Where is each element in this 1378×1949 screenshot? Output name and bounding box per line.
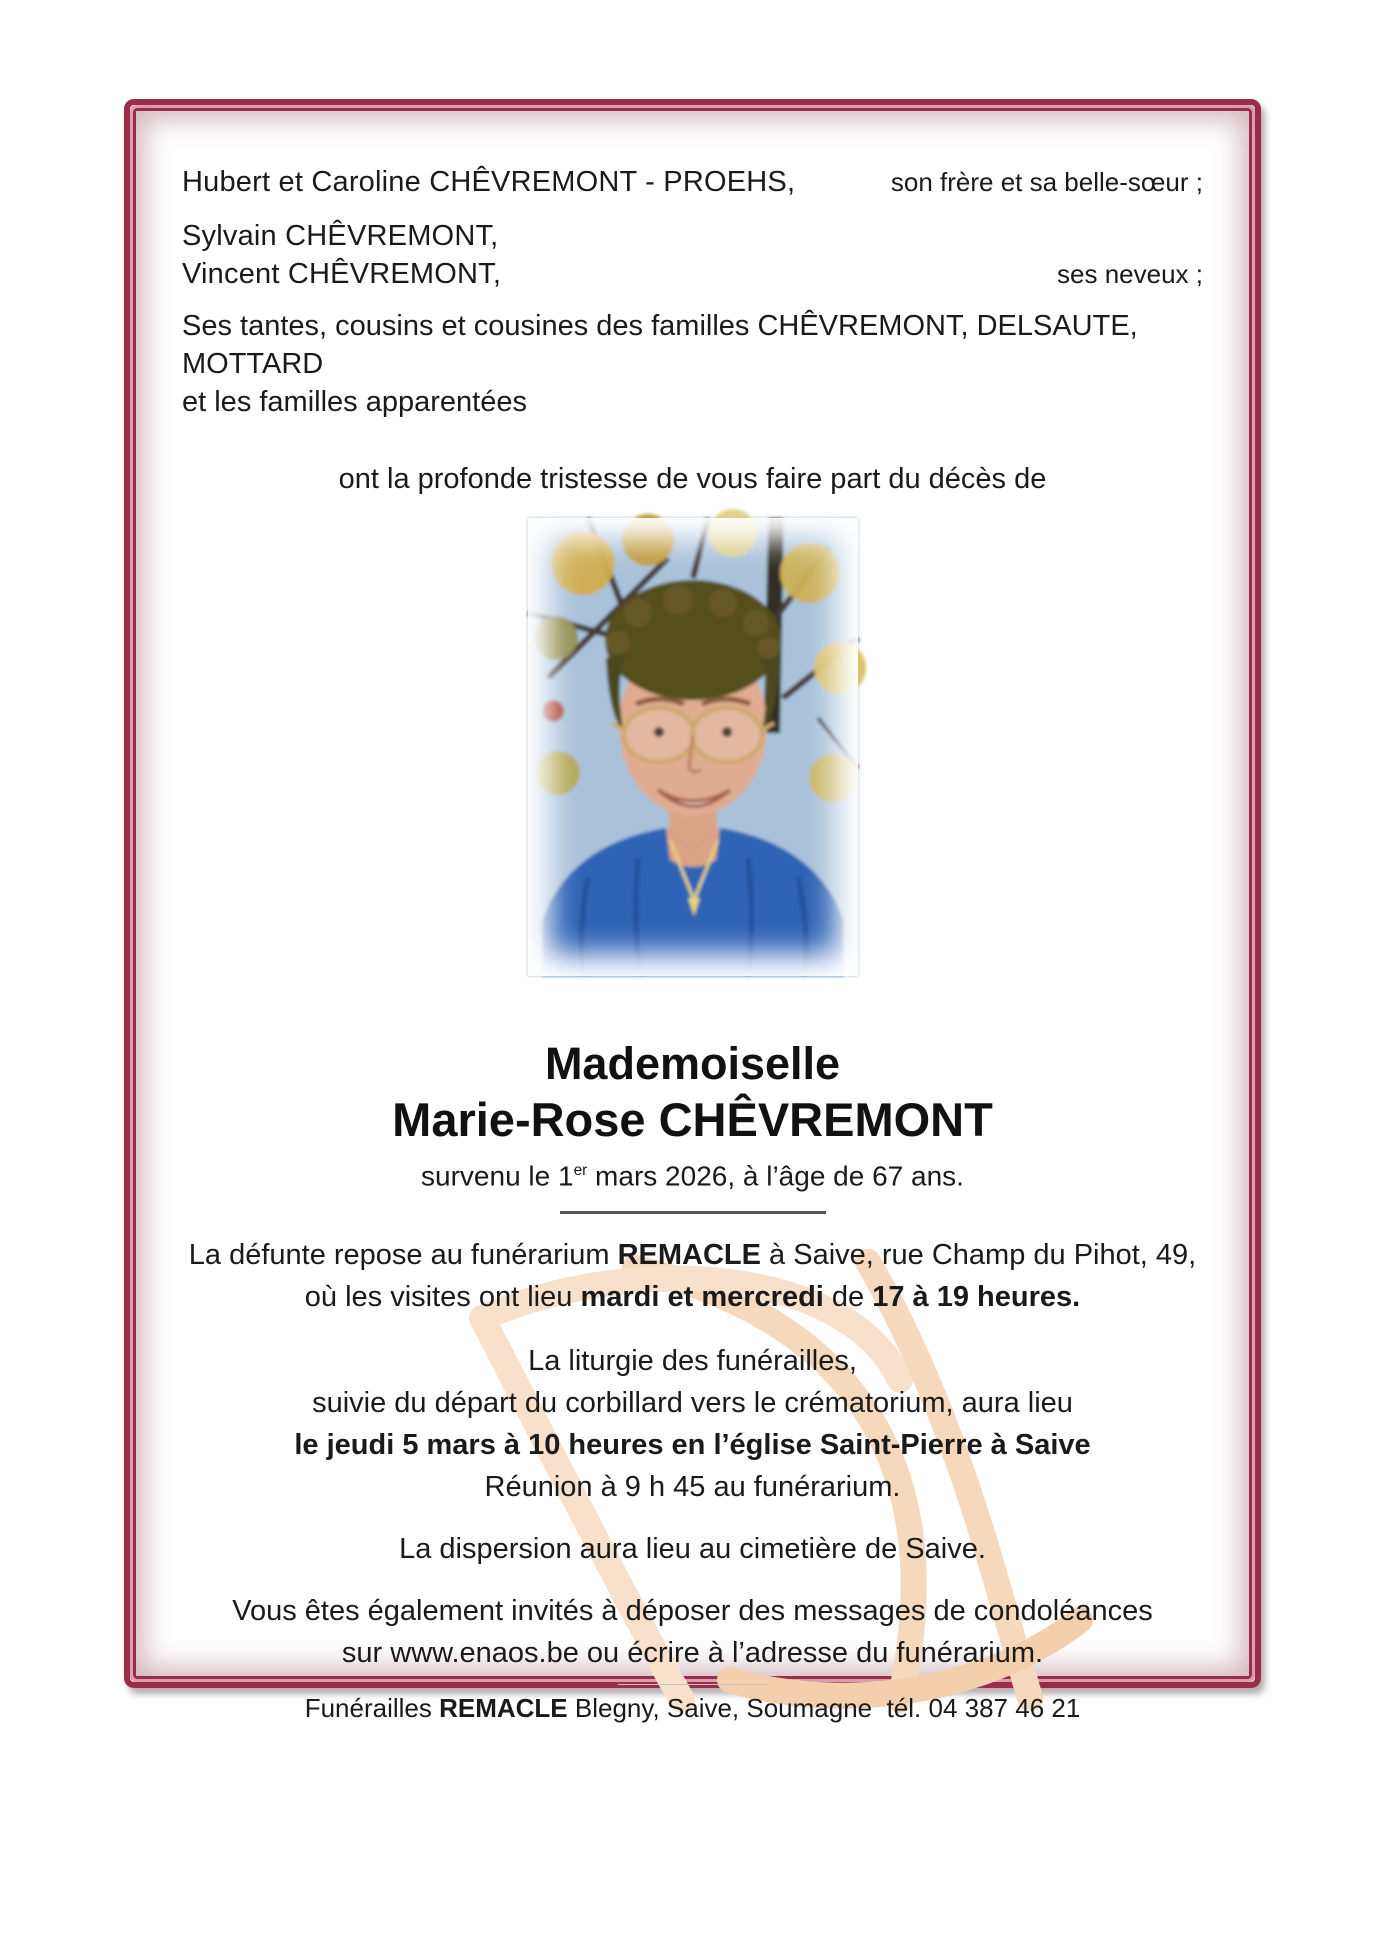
death-date-prefix: survenu le 1 — [421, 1160, 574, 1192]
relative-name: Sylvain CHÊVREMONT, — [182, 220, 499, 252]
footer-locations-phone: Blegny, Saive, Soumagne tél. 04 387 46 21 — [567, 1693, 1081, 1724]
visits-joiner: de — [823, 1281, 873, 1314]
portrait-photo — [528, 518, 858, 976]
families-line-2: et les familles apparentées — [182, 386, 527, 418]
death-date-line — [182, 1154, 1203, 1193]
relatives-row-1 — [182, 163, 1203, 201]
visit-hours: 17 à 19 heures. — [872, 1281, 1081, 1314]
announcement-card — [124, 99, 1261, 1724]
death-date-suffix: mars 2026, à l’âge de 67 ans. — [587, 1160, 964, 1192]
intro-line: ont la profonde tristesse de vous faire part du décès de — [338, 463, 1047, 495]
relation-label: ses neveux ; — [1057, 259, 1203, 289]
footer-funeral-home-name: REMACLE — [439, 1693, 568, 1724]
liturgy-paragraph — [182, 1340, 1203, 1508]
relation-label: son frère et sa belle-sœur ; — [890, 167, 1203, 197]
footer-divider — [618, 1684, 768, 1685]
liturgy-line-4-meeting: Réunion à 9 h 45 au funérarium. — [484, 1471, 901, 1504]
repose-text: La défunte repose au funérarium — [188, 1239, 618, 1272]
families-lines — [182, 307, 1203, 421]
footer-line — [182, 1691, 1203, 1725]
condolences-line-1: Vous êtes également invités à déposer des messages de condoléances — [232, 1595, 1153, 1628]
footer-prefix: Funérailles — [304, 1693, 440, 1724]
condolences-line-2: sur www.enaos.be ou écrire à l’adresse du funérarium. — [341, 1637, 1044, 1670]
dispersion-line: La dispersion aura lieu au cimetière de Saive. — [399, 1533, 986, 1566]
liturgy-line-1: La liturgie des funérailles, — [528, 1345, 857, 1378]
card-frame-light-stripe — [130, 105, 1255, 1724]
portrait-photo-image — [528, 518, 858, 976]
visit-days: mardi et mercredi — [580, 1281, 824, 1314]
card-content — [182, 163, 1203, 1725]
section-divider — [560, 1211, 826, 1214]
funeral-home-name: REMACLE — [617, 1239, 761, 1272]
deceased-title: Mademoiselle — [544, 1038, 841, 1089]
repose-paragraph — [182, 1234, 1203, 1318]
liturgy-line-3-ceremony: le jeudi 5 mars à 10 heures en l’église Saint-Pierre à Saive — [294, 1429, 1091, 1462]
card-inner — [133, 108, 1252, 1724]
relatives-row-2 — [182, 217, 1203, 255]
visits-text: où les visites ont lieu — [304, 1281, 581, 1314]
deceased-name: Marie-Rose CHÊVREMONT — [392, 1093, 993, 1146]
ordinal-superscript: er — [573, 1162, 588, 1179]
relative-name: Vincent CHÊVREMONT, — [182, 258, 502, 290]
relatives-row-3 — [182, 255, 1203, 293]
condolences-paragraph — [182, 1590, 1203, 1674]
repose-line-1 — [182, 1234, 1203, 1276]
families-line-1: Ses tantes, cousins et cousines des familles CHÊVREMONT, DELSAUTE, MOTTARD — [182, 310, 1138, 380]
relative-name: Hubert et Caroline CHÊVREMONT - PROEHS, — [182, 166, 796, 198]
repose-address: à Saive, rue Champ du Pihot, 49, — [760, 1239, 1197, 1272]
liturgy-line-2: suivie du départ du corbillard vers le crématorium, aura lieu — [312, 1387, 1073, 1420]
visits-line — [182, 1276, 1203, 1318]
